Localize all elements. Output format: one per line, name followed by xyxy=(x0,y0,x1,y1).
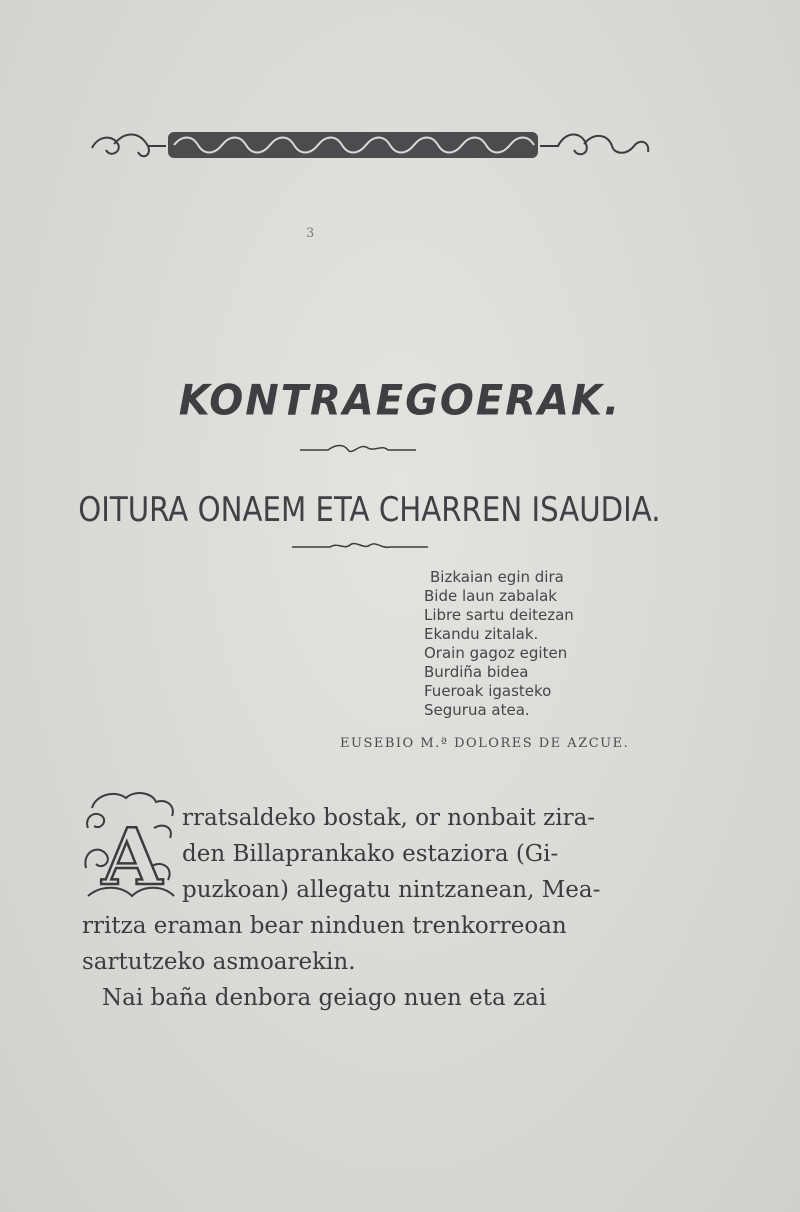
paragraph-line: sartutzeko asmoarekin. xyxy=(82,949,356,975)
paragraph-line: rratsaldeko bostak, or nonbait zira- xyxy=(182,805,596,831)
poem-line: Bizkaian egin dira xyxy=(430,568,564,586)
poem-line: Bide laun zabalak xyxy=(424,587,557,605)
poem-line: Segurua atea. xyxy=(424,701,530,719)
decorative-header-ornament xyxy=(88,118,656,170)
paragraph-line: Nai baña denbora geiago nuen eta zai xyxy=(102,985,547,1011)
epigraph-poem xyxy=(424,568,574,720)
paragraph-line: puzkoan) allegatu nintzanean, Mea- xyxy=(182,877,601,903)
paragraph-line: rritza eraman bear ninduen trenkorreoan xyxy=(82,913,567,939)
drop-cap-letter: A xyxy=(101,812,163,903)
body-paragraph xyxy=(82,800,652,1016)
epigraph-author: EUSEBIO M.ª DOLORES DE AZCUE. xyxy=(340,736,630,751)
poem-line: Libre sartu deitezan xyxy=(424,606,574,624)
poem-line: Orain gagoz egiten xyxy=(424,644,568,662)
chapter-title: KONTRAEGOERAK. xyxy=(178,376,622,426)
page-number: 3 xyxy=(306,226,315,241)
poem-line: Fueroak igasteko xyxy=(424,682,552,700)
paragraph-line: den Billaprankako estaziora (Gi- xyxy=(182,841,559,867)
poem-line: Ekandu zitalak. xyxy=(424,625,539,643)
subtitle-swash-ornament xyxy=(290,538,430,554)
chapter-subtitle: OITURA ONAEM ETA CHARREN ISAUDIA. xyxy=(78,490,661,530)
title-swash-ornament xyxy=(298,440,418,458)
poem-line: Burdiña bidea xyxy=(424,663,529,681)
